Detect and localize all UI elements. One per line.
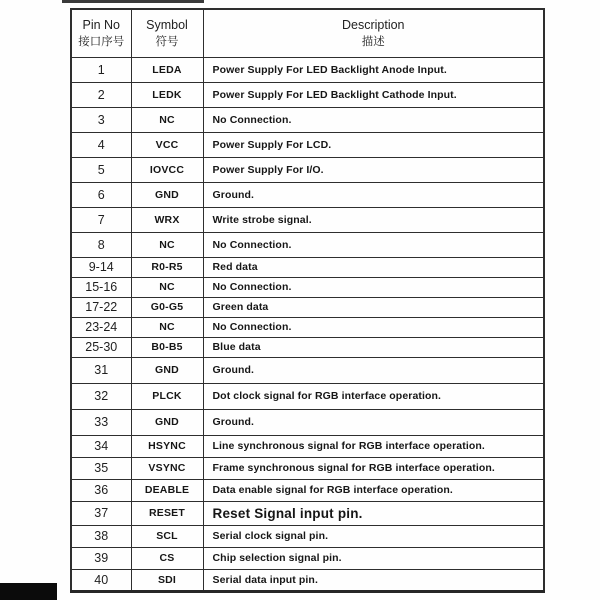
pin-symbol: SDI [131,569,203,591]
pin-number: 4 [71,132,131,157]
pin-description: Power Supply For LED Backlight Anode Input. [203,57,544,82]
pin-row-8 [71,232,544,257]
header-description [203,9,544,57]
pin-symbol: NC [131,277,203,297]
pin-number: 6 [71,182,131,207]
pin-symbol: SCL [131,525,203,547]
pin-row-36 [71,479,544,501]
pin-row-32 [71,383,544,409]
scan-black-mark [0,583,57,600]
pin-symbol: NC [131,107,203,132]
pin-symbol: GND [131,357,203,383]
pin-symbol: LEDA [131,57,203,82]
pin-symbol: CS [131,547,203,569]
pin-symbol: GND [131,182,203,207]
pin-description: Dot clock signal for RGB interface operation. [203,383,544,409]
pin-description: Power Supply For LED Backlight Cathode Input. [203,82,544,107]
pin-symbol: LEDK [131,82,203,107]
pin-description: Write strobe signal. [203,207,544,232]
pin-row-31 [71,357,544,383]
pin-symbol: WRX [131,207,203,232]
header-row [71,9,544,57]
pin-row-23-24 [71,317,544,337]
pin-row-4 [71,132,544,157]
pin-row-34 [71,435,544,457]
pin-symbol: NC [131,317,203,337]
pin-description: Ground. [203,182,544,207]
pin-number: 25-30 [71,337,131,357]
pin-number: 9-14 [71,257,131,277]
pin-symbol: PLCK [131,383,203,409]
pin-number: 15-16 [71,277,131,297]
pin-number: 36 [71,479,131,501]
pin-row-2 [71,82,544,107]
pin-description: Line synchronous signal for RGB interface operation. [203,435,544,457]
pin-table-header [71,9,544,57]
pin-description: No Connection. [203,107,544,132]
pin-table-body [71,57,544,591]
pin-row-38 [71,525,544,547]
pin-symbol: G0-G5 [131,297,203,317]
pin-description: Data enable signal for RGB interface operation. [203,479,544,501]
pin-number: 34 [71,435,131,457]
pin-number: 38 [71,525,131,547]
pin-row-25-30 [71,337,544,357]
pin-number: 37 [71,501,131,525]
pin-symbol: R0-R5 [131,257,203,277]
pin-number: 3 [71,107,131,132]
pin-row-7 [71,207,544,232]
pin-row-1 [71,57,544,82]
pin-number: 1 [71,57,131,82]
pin-row-39 [71,547,544,569]
pin-description: Ground. [203,409,544,435]
pin-description: Reset Signal input pin. [203,501,544,525]
pin-description: No Connection. [203,317,544,337]
pin-description: Serial data input pin. [203,569,544,591]
pin-description: Red data [203,257,544,277]
pin-number: 8 [71,232,131,257]
header-description-en: Description [341,17,405,32]
pin-description: Ground. [203,357,544,383]
pin-description: Blue data [203,337,544,357]
pin-symbol: VCC [131,132,203,157]
pin-number: 33 [71,409,131,435]
header-pin-no-zh: 接口序号 [78,35,125,48]
top-edge-cutoff-line [62,0,204,3]
pin-row-35 [71,457,544,479]
header-symbol-en: Symbol [146,17,188,32]
pin-row-40 [71,569,544,591]
pin-symbol: DEABLE [131,479,203,501]
header-pin-no-en: Pin No [82,17,121,32]
pin-row-3 [71,107,544,132]
header-description-zh: 描述 [361,35,385,48]
pin-number: 2 [71,82,131,107]
pin-number: 39 [71,547,131,569]
pin-row-15-16 [71,277,544,297]
pin-number: 7 [71,207,131,232]
pin-number: 5 [71,157,131,182]
pin-symbol: IOVCC [131,157,203,182]
pin-number: 40 [71,569,131,591]
pin-number: 31 [71,357,131,383]
pin-description: Frame synchronous signal for RGB interface operation. [203,457,544,479]
pin-symbol: NC [131,232,203,257]
pin-row-6 [71,182,544,207]
pin-number: 17-22 [71,297,131,317]
header-symbol [131,9,203,57]
pin-description: No Connection. [203,277,544,297]
pin-number: 23-24 [71,317,131,337]
pin-description: Power Supply For I/O. [203,157,544,182]
pin-number: 35 [71,457,131,479]
pin-row-37 [71,501,544,525]
header-symbol-zh: 符号 [155,35,179,48]
header-pin-no [71,9,131,57]
pin-row-9-14 [71,257,544,277]
pin-description: Chip selection signal pin. [203,547,544,569]
pin-description: Green data [203,297,544,317]
pin-row-5 [71,157,544,182]
pin-symbol: RESET [131,501,203,525]
pin-description: Power Supply For LCD. [203,132,544,157]
pin-row-17-22 [71,297,544,317]
pin-symbol: GND [131,409,203,435]
pin-symbol: HSYNC [131,435,203,457]
pin-row-33 [71,409,544,435]
pin-description: No Connection. [203,232,544,257]
pin-number: 32 [71,383,131,409]
pin-description-table [70,8,545,593]
pin-description: Serial clock signal pin. [203,525,544,547]
pin-symbol: VSYNC [131,457,203,479]
pin-symbol: B0-B5 [131,337,203,357]
